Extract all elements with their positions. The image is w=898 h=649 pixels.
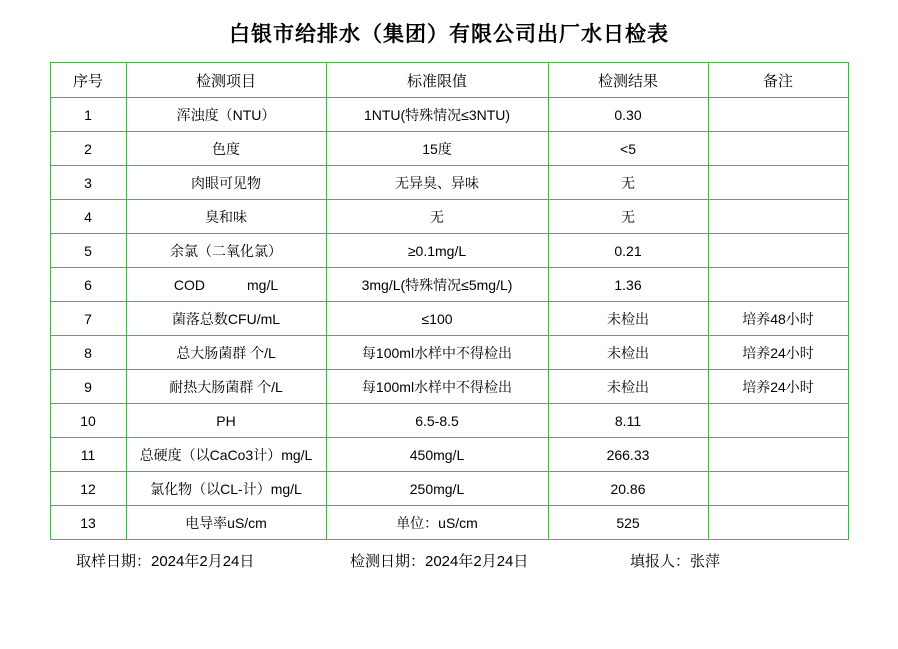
table-row xyxy=(50,336,848,370)
cell-note xyxy=(708,98,848,132)
table-row xyxy=(50,132,848,166)
cell-item: 菌落总数CFU/mL xyxy=(126,302,326,336)
column-header-no: 序号 xyxy=(50,63,126,98)
cell-limit: 单位：uS/cm xyxy=(326,506,548,540)
cell-limit: 无异臭、异味 xyxy=(326,166,548,200)
reporter-name: 填报人：张萍 xyxy=(630,553,721,570)
cell-item: 氯化物（以CL-计）mg/L xyxy=(126,472,326,506)
table-row xyxy=(50,404,848,438)
cell-result: 0.21 xyxy=(548,234,708,268)
cell-item-unit: mg/L xyxy=(247,276,279,293)
cell-note xyxy=(708,132,848,166)
document-page xyxy=(0,18,898,649)
cell-note xyxy=(708,506,848,540)
table-row xyxy=(50,234,848,268)
cell-note: 培养24小时 xyxy=(708,336,848,370)
cell-no: 2 xyxy=(50,132,126,166)
cell-result: 无 xyxy=(548,200,708,234)
cell-note xyxy=(708,268,848,302)
cell-no: 13 xyxy=(50,506,126,540)
sampling-date: 取样日期：2024年2月24日 xyxy=(76,553,255,570)
cell-result: 无 xyxy=(548,166,708,200)
cell-item: 臭和味 xyxy=(126,200,326,234)
cell-item: 耐热大肠菌群 个/L xyxy=(126,370,326,404)
cell-item: 总大肠菌群 个/L xyxy=(126,336,326,370)
cell-no: 12 xyxy=(50,472,126,506)
cell-item: 总硬度（以CaCo3计）mg/L xyxy=(126,438,326,472)
cell-note: 培养24小时 xyxy=(708,370,848,404)
column-header-limit: 标准限值 xyxy=(326,63,548,98)
cell-item xyxy=(126,268,326,302)
cell-note xyxy=(708,472,848,506)
cell-item: 肉眼可见物 xyxy=(126,166,326,200)
cell-result: 266.33 xyxy=(548,438,708,472)
cell-note xyxy=(708,200,848,234)
cell-no: 11 xyxy=(50,438,126,472)
cell-result: 1.36 xyxy=(548,268,708,302)
column-header-item: 检测项目 xyxy=(126,63,326,98)
table-row xyxy=(50,472,848,506)
page-title: 白银市给排水（集团）有限公司出厂水日检表 xyxy=(229,22,669,46)
footer-row xyxy=(50,550,848,571)
cell-limit: 每100ml水样中不得检出 xyxy=(326,336,548,370)
cell-limit: 1NTU(特殊情况≤3NTU) xyxy=(326,98,548,132)
cell-result: 0.30 xyxy=(548,98,708,132)
cell-result: <5 xyxy=(548,132,708,166)
cell-item: PH xyxy=(126,404,326,438)
column-header-note: 备注 xyxy=(708,63,848,98)
cell-result: 8.11 xyxy=(548,404,708,438)
column-header-result: 检测结果 xyxy=(548,63,708,98)
cell-note xyxy=(708,166,848,200)
table-row xyxy=(50,166,848,200)
test-date: 检测日期：2024年2月24日 xyxy=(350,553,529,570)
cell-limit: 250mg/L xyxy=(326,472,548,506)
cell-item: 余氯（二氧化氯） xyxy=(126,234,326,268)
table-row xyxy=(50,268,848,302)
table-row xyxy=(50,506,848,540)
cell-no: 3 xyxy=(50,166,126,200)
table-row xyxy=(50,438,848,472)
table-row xyxy=(50,98,848,132)
cell-no: 5 xyxy=(50,234,126,268)
cell-item-name: COD xyxy=(173,276,205,293)
cell-note xyxy=(708,234,848,268)
cell-note xyxy=(708,438,848,472)
cell-no: 6 xyxy=(50,268,126,302)
cell-limit: 无 xyxy=(326,200,548,234)
cell-item: 色度 xyxy=(126,132,326,166)
cell-limit: 每100ml水样中不得检出 xyxy=(326,370,548,404)
cell-limit: 6.5-8.5 xyxy=(326,404,548,438)
water-quality-table xyxy=(50,62,849,540)
cell-result: 未检出 xyxy=(548,302,708,336)
cell-limit: ≤100 xyxy=(326,302,548,336)
cell-no: 10 xyxy=(50,404,126,438)
cell-item: 浑浊度（NTU） xyxy=(126,98,326,132)
cell-limit: ≥0.1mg/L xyxy=(326,234,548,268)
cell-note: 培养48小时 xyxy=(708,302,848,336)
cell-result: 未检出 xyxy=(548,370,708,404)
table-row xyxy=(50,200,848,234)
cell-result: 525 xyxy=(548,506,708,540)
cell-limit: 15度 xyxy=(326,132,548,166)
table-header-row xyxy=(50,63,848,98)
cell-limit: 450mg/L xyxy=(326,438,548,472)
cell-item: 电导率uS/cm xyxy=(126,506,326,540)
cell-result: 20.86 xyxy=(548,472,708,506)
cell-note xyxy=(708,404,848,438)
table-row xyxy=(50,370,848,404)
table-row xyxy=(50,302,848,336)
cell-limit: 3mg/L(特殊情况≤5mg/L) xyxy=(326,268,548,302)
cell-no: 4 xyxy=(50,200,126,234)
cell-no: 9 xyxy=(50,370,126,404)
cell-no: 7 xyxy=(50,302,126,336)
cell-no: 1 xyxy=(50,98,126,132)
cell-result: 未检出 xyxy=(548,336,708,370)
cell-no: 8 xyxy=(50,336,126,370)
